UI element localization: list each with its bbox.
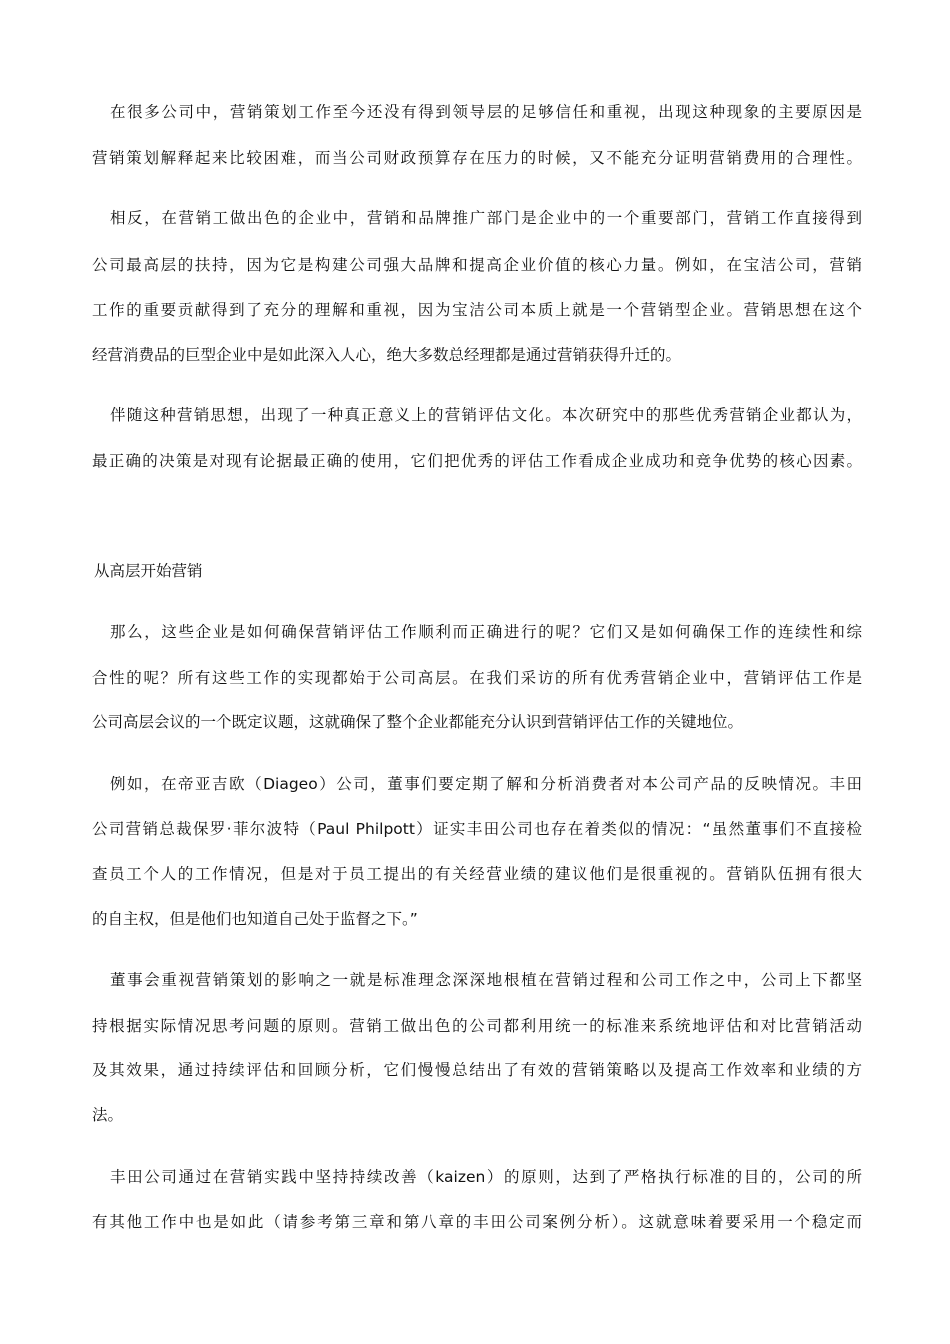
section-paragraph-1-line-3: 公司高层会议的一个既定议题，这就确保了整个企业都能充分认识到营销评估工作的关键地位。 bbox=[92, 713, 744, 731]
section-paragraph-3-line-3: 及其效果，通过持续评估和回顾分析，它们慢慢总结出了有效的营销策略以及提高工作效率和业绩的方 bbox=[92, 1061, 862, 1079]
paragraph-2-line-1: 相反，在营销工做出色的企业中，营销和品牌推广部门是企业中的一个重要部门，营销工作直接得到 bbox=[110, 209, 862, 227]
section-heading: 从高层开始营销 bbox=[94, 562, 203, 580]
section-paragraph-2-line-1: 例如，在帝亚吉欧（Diageo）公司，董事们要定期了解和分析消费者对本公司产品的反映情况。丰田 bbox=[110, 775, 862, 793]
paragraph-2-line-2: 公司最高层的扶持，因为它是构建公司强大品牌和提高企业价值的核心力量。例如，在宝洁公司，营销 bbox=[92, 256, 862, 274]
section-paragraph-2-line-4: 的自主权，但是他们也知道自己处于监督之下。” bbox=[92, 910, 418, 928]
section-paragraph-1-line-2: 合性的呢？所有这些工作的实现都始于公司高层。在我们采访的所有优秀营销企业中，营销评估工作是 bbox=[92, 669, 862, 687]
paragraph-3-line-1: 伴随这种营销思想，出现了一种真正意义上的营销评估文化。本次研究中的那些优秀营销企业都认为， bbox=[110, 406, 862, 424]
section-paragraph-1-line-1: 那么，这些企业是如何确保营销评估工作顺利而正确进行的呢？它们又是如何确保工作的连续性和综 bbox=[110, 623, 862, 641]
section-paragraph-3-line-4: 法。 bbox=[92, 1106, 124, 1124]
section-paragraph-3-line-2: 持根据实际情况思考问题的原则。营销工做出色的公司都利用统一的标准来系统地评估和对比营销活动 bbox=[92, 1017, 862, 1035]
section-paragraph-4-line-2: 有其他工作中也是如此（请参考第三章和第八章的丰田公司案例分析）。这就意味着要采用一个稳定而 bbox=[92, 1213, 862, 1231]
paragraph-1-line-1: 在很多公司中，营销策划工作至今还没有得到领导层的足够信任和重视，出现这种现象的主要原因是 bbox=[110, 103, 862, 121]
section-paragraph-3-line-1: 董事会重视营销策划的影响之一就是标准理念深深地根植在营销过程和公司工作之中，公司上下都坚 bbox=[110, 971, 862, 989]
paragraph-2-line-3: 工作的重要贡献得到了充分的理解和重视，因为宝洁公司本质上就是一个营销型企业。营销思想在这个 bbox=[92, 301, 862, 319]
section-paragraph-4-line-1: 丰田公司通过在营销实践中坚持持续改善（kaizen）的原则，达到了严格执行标准的目的，公司的所 bbox=[110, 1168, 862, 1186]
paragraph-1-line-2: 营销策划解释起来比较困难，而当公司财政预算存在压力的时候，又不能充分证明营销费用的合理性。 bbox=[92, 149, 862, 167]
paragraph-2-line-4: 经营消费品的巨型企业中是如此深入人心，绝大多数总经理都是通过营销获得升迁的。 bbox=[92, 346, 682, 364]
section-paragraph-2-line-3: 查员工个人的工作情况，但是对于员工提出的有关经营业绩的建议他们是很重视的。营销队伍拥有很大 bbox=[92, 865, 862, 883]
section-paragraph-2-line-2: 公司营销总裁保罗·菲尔波特（Paul Philpott）证实丰田公司也存在着类似的情况：“虽然董事们不直接检 bbox=[92, 820, 862, 838]
paragraph-3-line-2: 最正确的决策是对现有论据最正确的使用，它们把优秀的评估工作看成企业成功和竞争优势的核心因素。 bbox=[92, 452, 862, 470]
